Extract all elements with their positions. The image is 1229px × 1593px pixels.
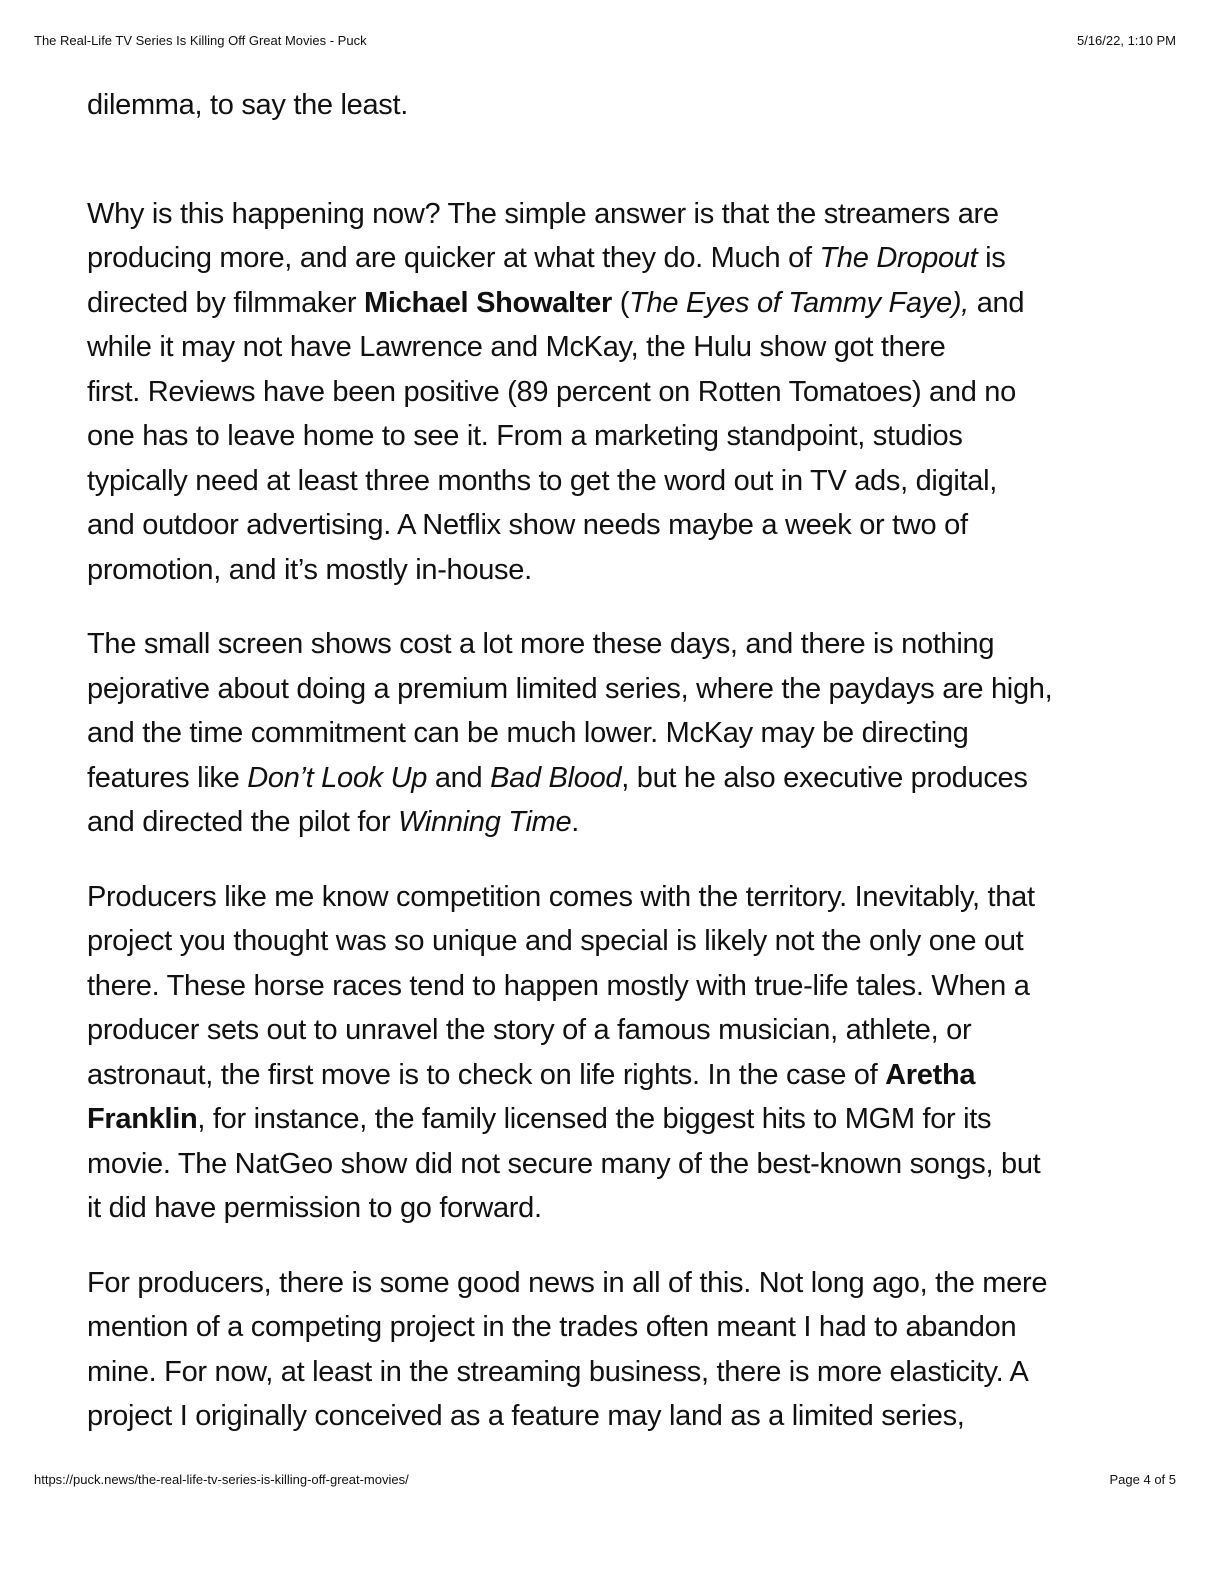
text-line: producing more, and are quicker at what they do. Much of The Dropout is bbox=[87, 242, 1006, 274]
text-line: typically need at least three months to get the word out in TV ads, digital, bbox=[87, 464, 998, 497]
text-line: producer sets out to unravel the story of a famous musician, athlete, or bbox=[87, 1014, 972, 1046]
text-line: promotion, and it’s mostly in-house. bbox=[87, 553, 532, 586]
bold-name: Aretha bbox=[885, 1058, 976, 1091]
text-line: dilemma, to say the least. bbox=[87, 89, 409, 121]
text-line: project I originally conceived as a feature may land as a limited series, bbox=[87, 1400, 965, 1432]
text-line: and directed the pilot for Winning Time. bbox=[87, 806, 580, 838]
page-number: Page 4 of 5 bbox=[1109, 1472, 1176, 1487]
text-line: one has to leave home to see it. From a marketing standpoint, studios bbox=[87, 420, 963, 452]
bold-name: Franklin bbox=[87, 1103, 198, 1135]
paragraph-1 bbox=[87, 192, 1137, 593]
text-line: For producers, there is some good news in all of this. Not long ago, the mere bbox=[87, 1266, 1048, 1299]
text-line: directed by filmmaker Michael Showalter (The Eyes of Tammy Faye), and bbox=[87, 286, 1025, 319]
paragraph-3 bbox=[87, 875, 1137, 1231]
text-line: project you thought was so unique and special is likely not the only one out bbox=[87, 925, 1024, 957]
italic-title: Bad Blood bbox=[490, 761, 622, 794]
text-line: astronaut, the first move is to check on life rights. In the case of Aretha bbox=[87, 1058, 976, 1091]
page-url: https://puck.news/the-real-life-tv-series-is-killing-off-great-movies/ bbox=[34, 1472, 409, 1487]
text-line: mine. For now, at least in the streaming business, there is more elasticity. A bbox=[87, 1355, 1029, 1388]
italic-title: The Eyes of Tammy Faye), bbox=[629, 286, 969, 319]
text-line: movie. The NatGeo show did not secure many of the best-known songs, but bbox=[87, 1147, 1041, 1180]
text-line: it did have permission to go forward. bbox=[87, 1192, 542, 1224]
text-line: The small screen shows cost a lot more these days, and there is nothing bbox=[87, 628, 995, 660]
text-line: first. Reviews have been positive (89 percent on Rotten Tomatoes) and no bbox=[87, 375, 1016, 408]
paragraph-0 bbox=[87, 83, 1137, 128]
paragraph-4 bbox=[87, 1261, 1137, 1439]
print-datetime: 5/16/22, 1:10 PM bbox=[1076, 33, 1176, 48]
text-line: Franklin, for instance, the family licensed the biggest hits to MGM for its bbox=[87, 1103, 992, 1135]
bold-name: Michael Showalter bbox=[364, 286, 612, 319]
italic-title: Winning Time bbox=[398, 806, 572, 838]
text-line: there. These horse races tend to happen mostly with true-life tales. When a bbox=[87, 969, 1030, 1002]
italic-title: Don’t Look Up bbox=[247, 761, 428, 794]
text-line: while it may not have Lawrence and McKay, the Hulu show got there bbox=[87, 331, 946, 363]
text-line: and the time commitment can be much lower. McKay may be directing bbox=[87, 717, 969, 749]
text-line: Why is this happening now? The simple answer is that the streamers are bbox=[87, 197, 999, 230]
text-line: mention of a competing project in the trades often meant I had to abandon bbox=[87, 1311, 1017, 1343]
page-title: The Real-Life TV Series Is Killing Off Great Movies - Puck bbox=[34, 33, 367, 48]
text-line: features like Don’t Look Up and Bad Blood, but he also executive produces bbox=[87, 761, 1028, 794]
text-line: Producers like me know competition comes with the territory. Inevitably, that bbox=[87, 880, 1035, 913]
italic-title: The Dropout bbox=[819, 242, 978, 274]
text-line: and outdoor advertising. A Netflix show needs maybe a week or two of bbox=[87, 509, 968, 541]
print-footer bbox=[34, 1472, 1176, 1488]
print-header bbox=[34, 33, 1176, 49]
text-line: pejorative about doing a premium limited series, where the paydays are high, bbox=[87, 672, 1053, 705]
article-body bbox=[87, 83, 1137, 1439]
paragraph-2 bbox=[87, 622, 1137, 845]
